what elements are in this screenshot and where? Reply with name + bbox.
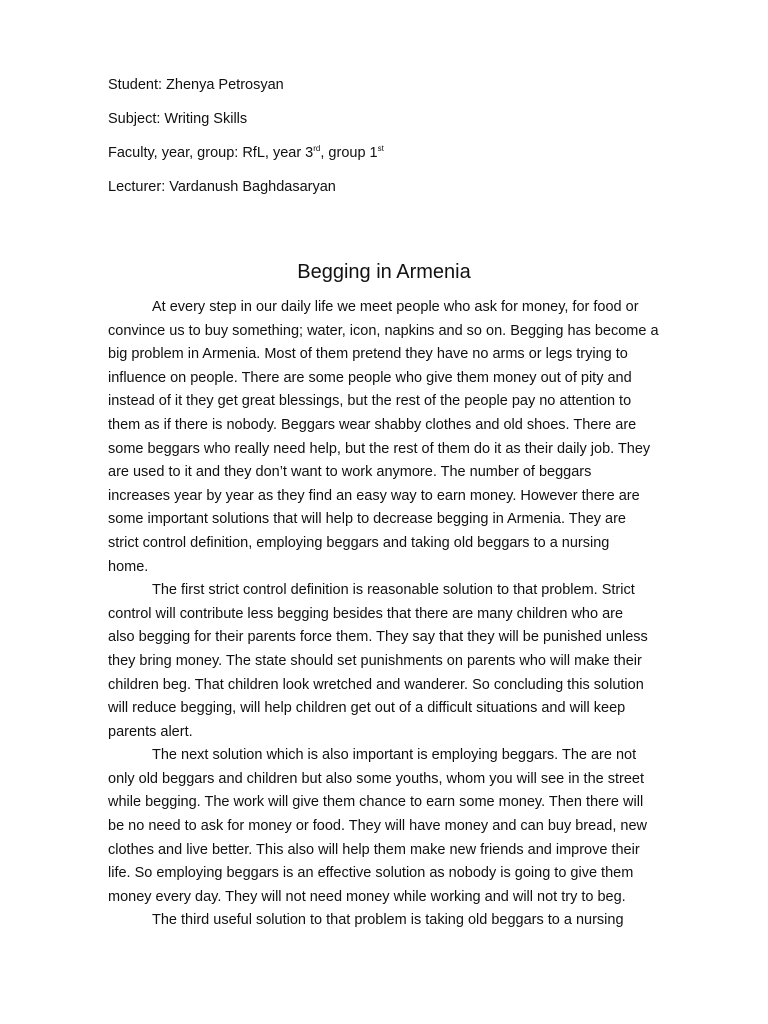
student-line: Student: Zhenya Petrosyan (108, 77, 284, 93)
body-text-line: convince us to buy something; water, icon, napkins and so on. Begging has become a (108, 322, 659, 339)
lecturer-line: Lecturer: Vardanush Baghdasaryan (108, 179, 336, 195)
body-text-line: be no need to ask for money or food. They will have money and can buy bread, new (108, 818, 647, 835)
essay-title: Begging in Armenia (297, 261, 471, 283)
body-text-line: strict control definition, employing beggars and taking old beggars to a nursing (108, 534, 610, 551)
body-text-line: they bring money. The state should set punishments on parents who will make their (108, 652, 642, 669)
body-text-line: life. So employing beggars is an effective solution as nobody is going to give them (108, 865, 634, 882)
body-text-line: increases year by year as they find an easy way to earn money. However there are (108, 487, 640, 504)
body-text-line: some important solutions that will help to decrease begging in Armenia. They are (108, 511, 626, 528)
body-text-line: The first strict control definition is reasonable solution to that problem. Strict (152, 582, 635, 599)
body-text-line: parents alert. (108, 723, 193, 740)
body-text-line: also begging for their parents force them. They say that they will be punished unless (108, 629, 648, 646)
faculty-year-suffix: rd (313, 144, 321, 154)
body-text-line: some beggars who really need help, but the rest of them do it as their daily job. They (108, 440, 651, 457)
body-text-line: while begging. The work will give them chance to earn some money. Then there will (108, 794, 644, 811)
body-text-line: clothes and live better. This also will help them make new friends and improve their (108, 841, 640, 858)
body-text-line: are used to it and they don’t want to work anymore. The number of beggars (108, 464, 592, 481)
body-text-line: instead of it they get great blessings, but the rest of the people pay no attention to (108, 393, 632, 410)
body-text-line: The next solution which is also important is employing beggars. The are not (152, 747, 637, 764)
body-text-line: home. (108, 558, 149, 575)
body-text-line: children beg. That children look wretched and wanderer. So concluding this solution (108, 676, 644, 693)
body-text-line: control will contribute less begging besides that there are many children who are (108, 605, 624, 622)
body-text-line: them as if there is nobody. Beggars wear shabby clothes and old shoes. There are (108, 416, 637, 433)
body-text-line: big problem in Armenia. Most of them pretend they have no arms or legs trying to (108, 346, 628, 363)
body-text-line: will reduce begging, will help children get out of a difficult situations and will keep (108, 700, 626, 717)
body-text-line: The third useful solution to that problem is taking old beggars to a nursing (152, 912, 624, 929)
student-info-header (108, 74, 708, 210)
body-text-line: only old beggars and children but also some youths, whom you will see in the street (108, 770, 644, 787)
faculty-prefix: Faculty, year, group: RfL, year 3 (108, 145, 314, 161)
body-text-line: money every day. They will not need money while working and will not try to beg. (108, 888, 626, 905)
faculty-line (108, 142, 708, 164)
subject-line: Subject: Writing Skills (108, 111, 248, 127)
essay-body (108, 296, 720, 933)
body-text-line: At every step in our daily life we meet people who ask for money, for food or (152, 299, 639, 315)
faculty-group-suffix: st (377, 144, 384, 154)
body-text-line: influence on people. There are some people who give them money out of pity and (108, 369, 632, 386)
faculty-group: , group 1 (320, 145, 378, 161)
